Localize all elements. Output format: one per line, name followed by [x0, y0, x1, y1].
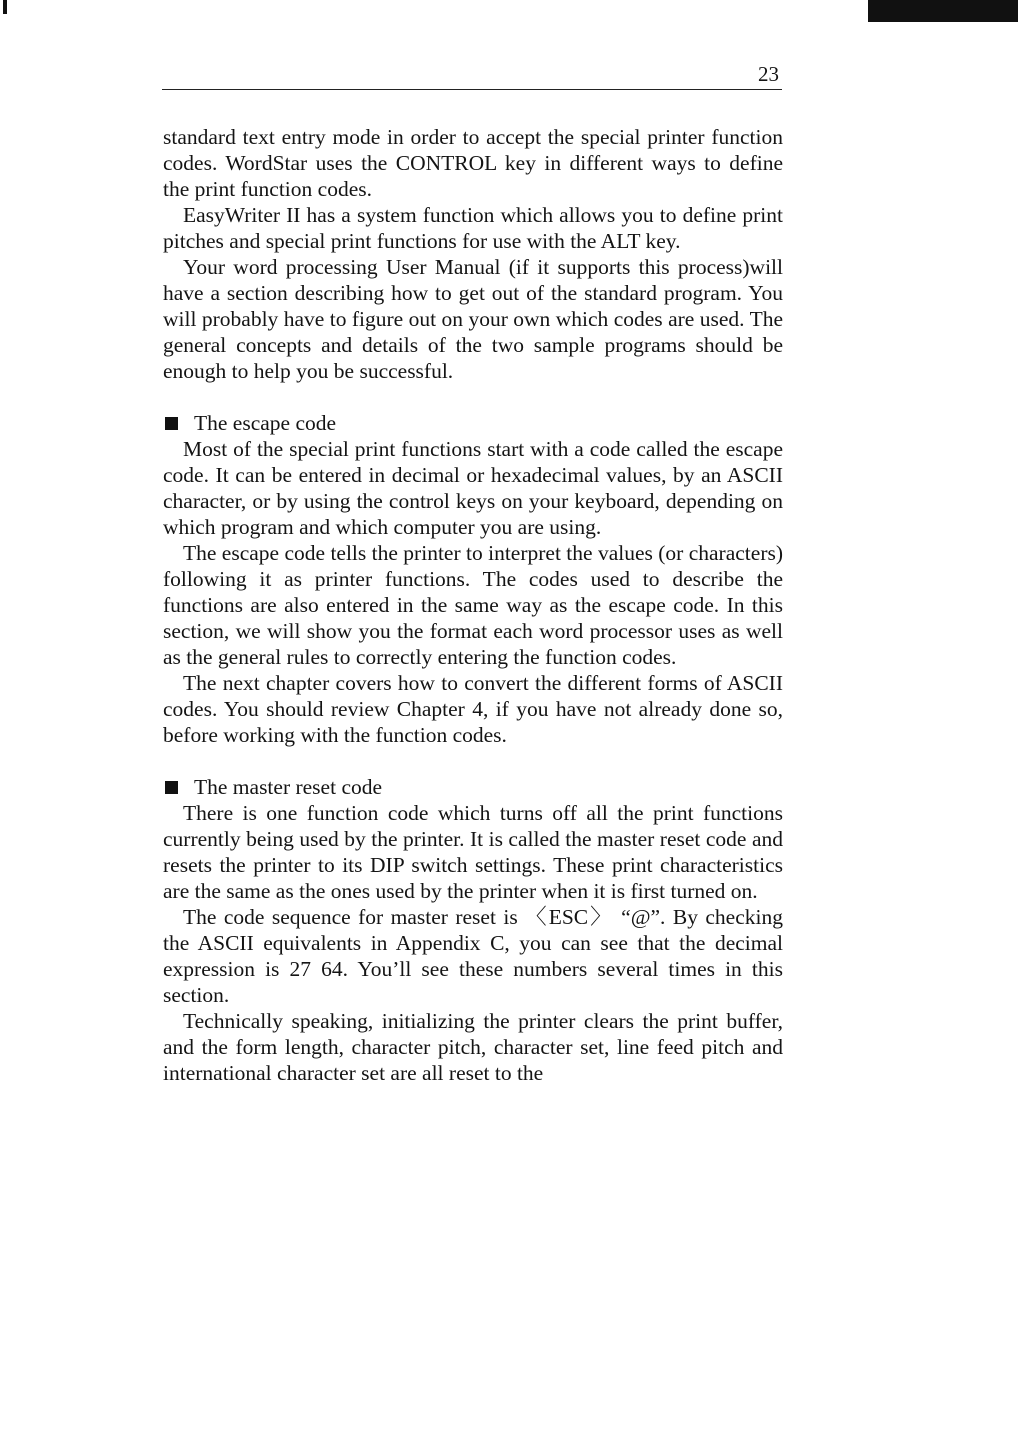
- page-body: [163, 124, 783, 1086]
- section-heading-master-reset-code: [163, 774, 783, 800]
- master-reset-paragraph-1: There is one function code which turns off all the print functions currently being used by the printer. It is called the master reset code and resets the printer to its DIP switch settings. These print characteristics are the same as the ones used by the printer when it is first turned on.: [163, 801, 783, 903]
- escape-code-paragraph-1: Most of the special print functions start with a code called the escape code. It can be entered in decimal or hexadecimal values, by an ASCII character, or by using the control keys on your keyboard, depending on which program and which computer you are using.: [163, 437, 783, 539]
- scan-mark-left: [3, 0, 7, 14]
- header-rule: [162, 89, 782, 90]
- intro-paragraph-2: EasyWriter II has a system function which allows you to define print pitches and special print functions for use with the ALT key.: [163, 203, 783, 253]
- square-bullet-icon: [165, 781, 178, 794]
- section-heading-label: The master reset code: [194, 775, 383, 799]
- square-bullet-icon: [165, 417, 178, 430]
- master-reset-paragraph-2: The code sequence for master reset is 〈ESC〉 “@”. By checking the ASCII equivalents in Appendix C, you can see that the decimal expression is 27 64. You’ll see these numbers several times in this section.: [163, 905, 783, 1007]
- master-reset-paragraph-3: Technically speaking, initializing the printer clears the print buffer, and the form length, character pitch, character set, line feed pitch and international character set are all reset to the: [163, 1009, 783, 1085]
- scan-mark-right: [868, 0, 1018, 22]
- section-heading-label: The escape code: [194, 411, 337, 435]
- page-number: 23: [758, 62, 779, 86]
- escape-code-paragraph-2: The escape code tells the printer to interpret the values (or characters) following it as printer functions. The codes used to describe the functions are also entered in the same way as the escape code. In this section, we will show you the format each word processor uses as well as the general rules to correctly entering the function codes.: [163, 541, 783, 669]
- escape-code-paragraph-3: The next chapter covers how to convert the different forms of ASCII codes. You should review Chapter 4, if you have not already done so, before working with the function codes.: [163, 671, 783, 747]
- intro-paragraph-3: Your word processing User Manual (if it supports this process)will have a section describing how to get out of the standard program. You will probably have to figure out on your own which codes are used. The general concepts and details of the two sample programs should be enough to help you be successful.: [163, 255, 783, 383]
- intro-paragraph-1: standard text entry mode in order to accept the special printer function codes. WordStar uses the CONTROL key in different ways to define the print function codes.: [163, 125, 783, 201]
- section-heading-escape-code: [163, 410, 783, 436]
